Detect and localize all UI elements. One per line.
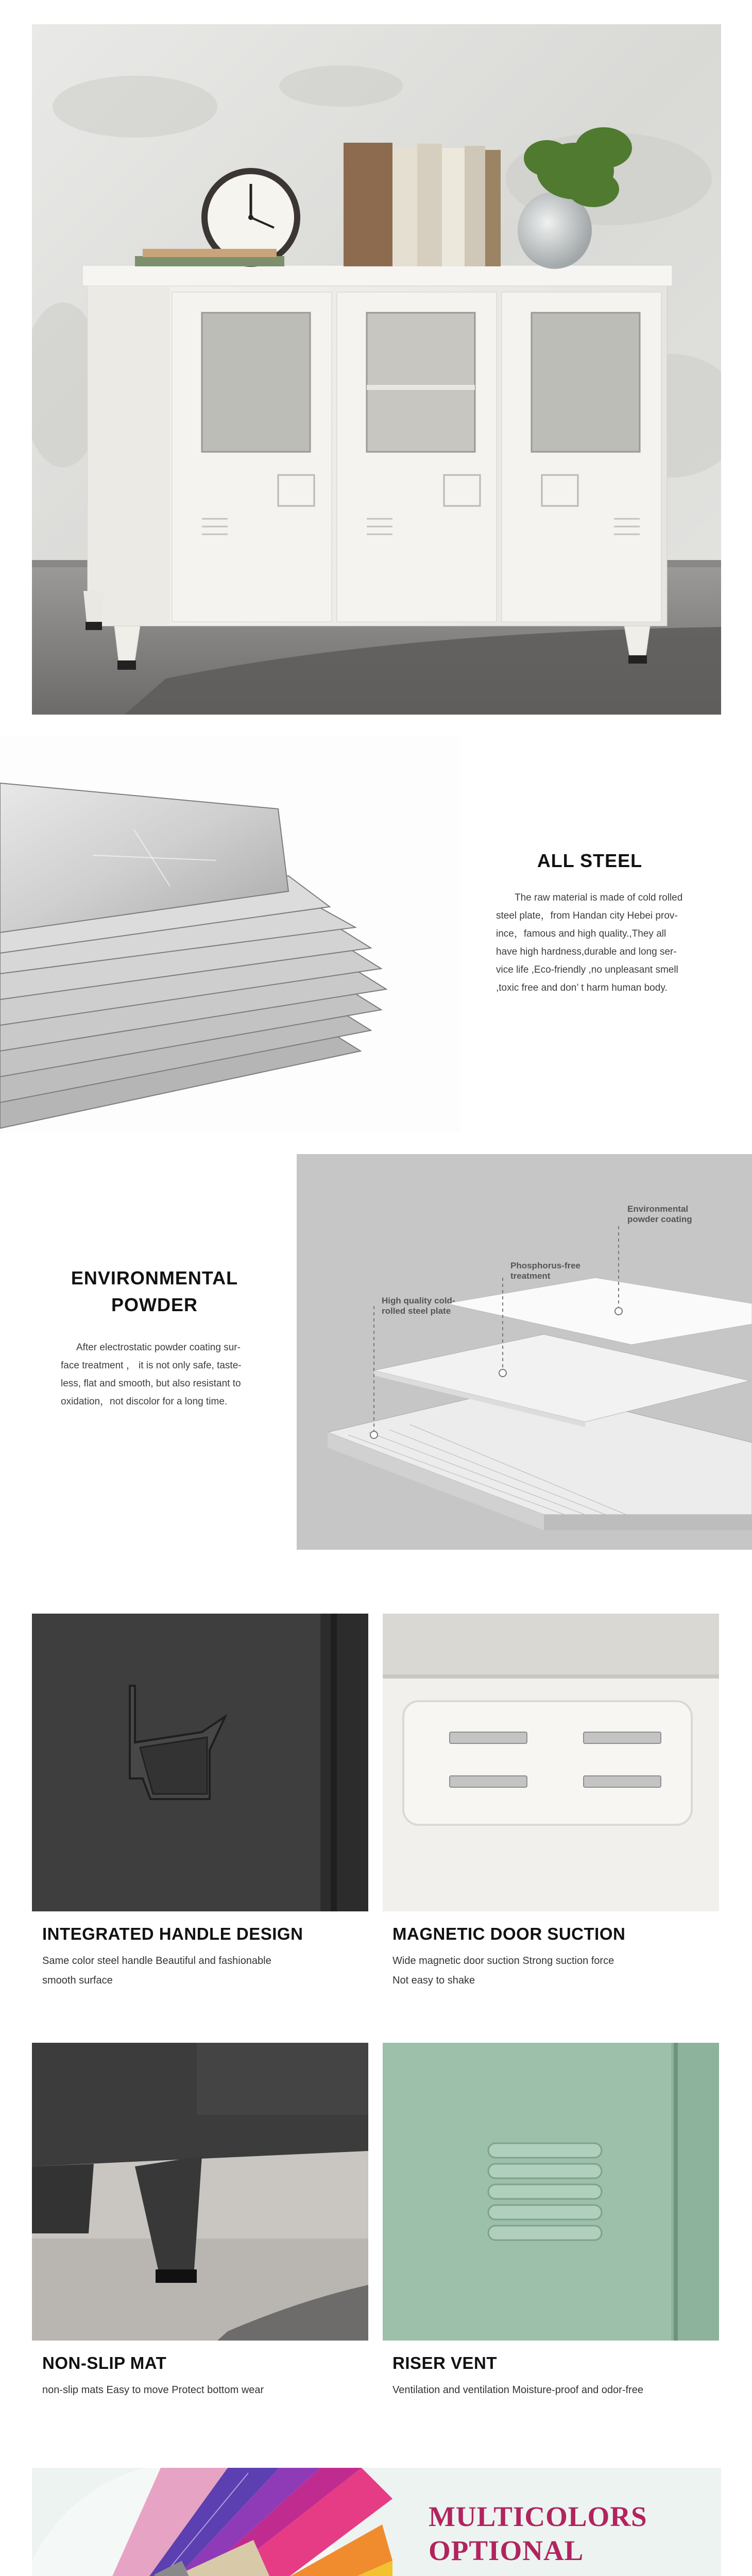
label-steel-line: High quality cold- — [382, 1296, 455, 1306]
feature-title: RISER VENT — [392, 2353, 498, 2372]
feature-title: NON-SLIP MAT — [42, 2353, 167, 2372]
label-phosphorus-line: Phosphorus-free — [510, 1261, 581, 1270]
riser-vent-image — [383, 2043, 719, 2341]
environmental-title-line: POWDER — [111, 1294, 198, 1315]
all-steel-line: have high hardness,durable and long ser- — [496, 946, 677, 957]
environmental-line: less, flat and smooth, but also resistant to — [61, 1378, 241, 1389]
all-steel-line: The raw material is made of cold rolled — [515, 892, 683, 903]
integrated-handle-image — [32, 1614, 368, 1911]
all-steel-description — [496, 889, 712, 997]
feature-line: non-slip mats Easy to move Protect bottom wear — [42, 2384, 264, 2396]
steel-sheets-image — [0, 737, 460, 1132]
non-slip-mat-image — [32, 2043, 368, 2341]
color-swatch-image — [32, 2468, 403, 2576]
coating-layers-diagram — [297, 1154, 752, 1550]
environmental-description — [61, 1338, 277, 1411]
all-steel-title: ALL STEEL — [537, 850, 643, 871]
feature-line: Not easy to shake — [392, 1975, 475, 1986]
feature-line: smooth surface — [42, 1975, 113, 1986]
label-steel-line: rolled steel plate — [382, 1306, 451, 1316]
magnetic-door-image — [383, 1614, 719, 1911]
hero-product-photo — [32, 24, 721, 715]
all-steel-line: vice life ,Eco-friendly ,no unpleasant smell — [496, 964, 678, 975]
multicolors-title-line: MULTICOLORS — [429, 2501, 647, 2532]
feature-description — [42, 2380, 351, 2400]
environmental-line: oxidation，not discolor for a long time. — [61, 1396, 228, 1407]
feature-title: MAGNETIC DOOR SUCTION — [392, 1924, 626, 1943]
all-steel-line: steel plate，from Handan city Hebei prov- — [496, 910, 678, 921]
feature-line: Same color steel handle Beautiful and fashionable — [42, 1955, 271, 1967]
feature-description — [392, 2380, 712, 2400]
label-environmental-line: Environmental — [627, 1204, 689, 1214]
environmental-line: After electrostatic powder coating sur- — [76, 1342, 241, 1353]
environmental-line: face treatment ， it is not only safe, taste- — [61, 1360, 242, 1371]
all-steel-line: ,toxic free and don’ t harm human body. — [496, 982, 668, 993]
label-environmental-line: powder coating — [627, 1214, 692, 1224]
feature-title: INTEGRATED HANDLE DESIGN — [42, 1924, 303, 1943]
multicolors-title — [429, 2500, 696, 2568]
feature-line: Wide magnetic door suction Strong suction force — [392, 1955, 614, 1967]
all-steel-line: ince，famous and high quality.,They all — [496, 928, 666, 939]
feature-description — [392, 1951, 712, 1990]
feature-description — [42, 1951, 351, 1990]
label-phosphorus-line: treatment — [510, 1271, 551, 1281]
environmental-powder-title — [57, 1265, 252, 1318]
feature-line: Ventilation and ventilation Moisture-proof and odor-free — [392, 2384, 643, 2396]
multicolors-title-line: OPTIONAL — [429, 2535, 584, 2566]
environmental-title-line: ENVIRONMENTAL — [71, 1267, 238, 1289]
